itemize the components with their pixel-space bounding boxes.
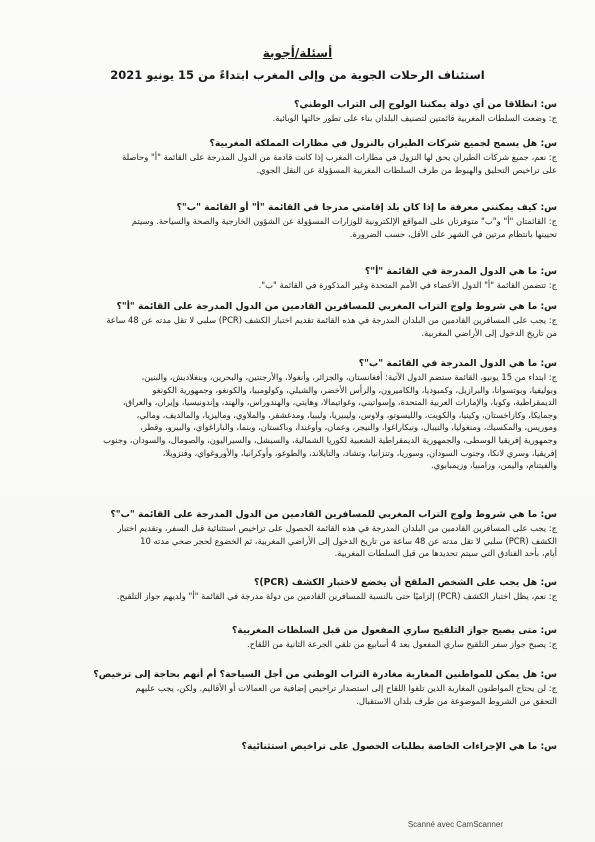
qa-item	[37, 265, 557, 292]
qa-item	[37, 137, 557, 176]
answer-line: ج: تتضمن القائمة "أ" الدول الأعضاء في الأمم المتحدة وغير المذكورة في القائمة "ب".	[258, 280, 557, 290]
answer-text	[37, 371, 557, 472]
question-text: س: انطلاقا من أي دولة يمكننا الولوج إلى التراب الوطني؟	[293, 99, 557, 110]
answer-line: تحيينها بانتظام مرتين في الشهر على الأقل، حسب الضرورة.	[349, 228, 557, 239]
qa-item	[37, 357, 557, 472]
answer-line: ج: القائمتان "أ" و"ب" متوفرتان على المواقع الإلكترونية للوزارات المسؤولة عن الشؤون الخارجية والصحة والسياحة. وسيتم	[131, 216, 557, 226]
question-text: س: ما هي الدول المدرجة في القائمة "ب"؟	[358, 358, 557, 369]
answer-line: من تاريخ الدخول إلى الأراضي المغربية.	[421, 327, 557, 338]
question-text: س: ما هي شروط ولوج التراب المغربي للمسافرين القادمين من الدول المدرجة على القائمة "ب"؟	[110, 509, 557, 520]
answer-line: وجمايكا، وكازاخستان، وكينيا، والكويت، والليسوتو، ولاوس، وليبيريا، وليبيا، ومدغشقر، والملاوي، وماليزيا، والمالديف، ومالي،	[136, 409, 557, 420]
qa-item	[37, 576, 557, 603]
answer-text	[37, 215, 557, 240]
qa-item	[37, 300, 557, 339]
answer-line: الديمقراطية، وكوبا، والإمارات العربية المتحدة، وإسواتيني، وغواتيمالا، وهايتي، والهندوراس، والهند، وإندونيسيا، وإيران، والعراق،	[122, 397, 557, 408]
document-subtitle: استئناف الرحلات الجوية من وإلى المغرب ابتداءً من 15 يونيو 2021	[110, 68, 485, 82]
answer-line: ج: نعم، يظل اختبار الكشف (PCR) إلزاميًا حتى بالنسبة للمسافرين القادمين من دولة مدرجة في القائمة "أ" ولديهم جواز التلقيح.	[116, 591, 557, 601]
question-text: س: ما هي الدول المدرجة في القائمة "أ"؟	[364, 266, 557, 277]
answer-text	[37, 590, 557, 603]
question-text: س: ما هي شروط ولوج التراب المغربي للمسافرين القادمين من الدول المدرجة على القائمة "أ"؟	[116, 301, 557, 312]
answer-line: أيام، بأحد الفنادق التي سيتم تحديدها من قبل السلطات المغربية.	[334, 548, 557, 559]
answer-text	[37, 522, 557, 560]
scanner-watermark: Scanné avec CamScanner	[407, 820, 503, 829]
answer-line: ج: يجب على المسافرين القادمين من البلدان المدرجة في هذه القائمة الحصول على تراخيص استثنائية قبل السفر، وتقديم اختبار	[117, 523, 557, 533]
answer-line: ج: نعم، جميع شركات الطيران يحق لها النزول في مطارات المغرب إذا كانت قادمة من الدول المدرجة على القائمة "أ" وحاصلة	[122, 152, 557, 162]
answer-text	[37, 682, 557, 707]
answer-line: التحقق من الشروط الموضوعة من طرف بلدان الاستقبال.	[356, 695, 557, 706]
answer-line: ج: وضعت السلطات المغربية قائمتين لتصنيف البلدان بناء على تطور حالتها الوبائية.	[272, 113, 557, 123]
answer-text	[37, 314, 557, 339]
question-text: س: هل يسمح لجميع شركات الطيران بالنزول في مطارات المملكة المغربية؟	[209, 138, 557, 149]
answer-line: وبوليفيا، وبوتسوانا، والبرازيل، وكمبوديا، والكاميرون، والرأس الأخضر، والشيلي، وكولومبيا، والكونغو، وجمهورية الكونغو	[152, 384, 557, 395]
answer-line: ج: لن يحتاج المواطنون المغاربة الذين تلقوا اللقاح إلى استصدار تراخيص إضافية من العمالات أو الأقاليم. ولكن، يجب عليهم	[135, 683, 557, 693]
answer-text	[37, 279, 557, 292]
answer-line: وجمهورية إفريقيا الوسطى، والجمهورية الديمقراطية الشعبية لكوريا الشمالية، والسيشل، والسيراليون، والصومال، والسودان، وجنوب	[103, 434, 557, 445]
answer-line: ج: يجب على المسافرين القادمين من البلدان المدرجة في هذه القائمة تقديم اختبار الكشف (PCR) سلبي لا تقل مدته عن 48 ساعة	[106, 315, 557, 325]
question-text: س: متى يصبح جواز التلقيح ساري المفعول من قبل السلطات المغربية؟	[231, 625, 557, 636]
answer-line: إفريقيا، وسري لانكا، وجنوب السودان، وسوريا، وتنزانيا، وتشاد، والتايلاند، والطوغو، وأوكرانيا، والأوروغواي، وفنزويلا،	[162, 447, 557, 458]
qa-item	[37, 98, 557, 125]
document-title: أسئلة/أجوبة	[262, 46, 333, 60]
question-text: س: هل يمكن للمواطنين المغاربة مغادرة التراب الوطني من أجل السياحة؟ أم أنهم بحاجة إلى ترخيص؟	[93, 669, 557, 680]
answer-text	[37, 638, 557, 651]
answer-line: وموريس، والمكسيك، ومنغوليا، والنيبال، ونيكاراغوا، والنيجر، وعمان، وأوغندا، وباكستان، وبنما، والباراغواي، والبيرو، وقطر،	[140, 422, 557, 433]
answer-line: ج: يصبح جواز سفر التلقيح ساري المفعول بعد 4 أسابيع من تلقي الجرعة الثانية من اللقاح.	[247, 639, 557, 649]
question-text: س: هل يجب على الشخص الملقح أن يخضع لاختبار الكشف (PCR)؟	[253, 577, 557, 588]
answer-line: ج: ابتداء من 15 يونيو، القائمة ستضم الدول الآتية: أفغانستان، والجزائر، وأنغولا، والأرجنتين، والبحرين، وبنغلاديش، والبنين،	[141, 372, 557, 382]
answer-text	[37, 151, 557, 176]
question-text: س: كيف يمكنني معرفة ما إذا كان بلد إقامتي مدرجا في القائمة "أ" أو القائمة "ب"؟	[176, 202, 557, 213]
qa-item	[37, 201, 557, 240]
qa-item	[37, 668, 557, 707]
qa-item	[37, 740, 557, 753]
question-text: س: ما هي الإجراءات الخاصة بطلبات الحصول على تراخيص استثنائية؟	[241, 741, 557, 752]
answer-line: على تراخيص التحليق والهبوط من طرف السلطات المغربية المسؤولة عن النقل الجوي.	[256, 164, 557, 175]
answer-line: والفيتنام، واليمن، وزامبيا، وزيمبابوي.	[431, 460, 557, 471]
answer-text	[37, 112, 557, 125]
answer-line: الكشف (PCR) سلبي لا تقل مدته عن 48 ساعة من تاريخ الدخول إلى الأراضي المغربية، ثم الخضوع لحجر صحي مدته 10	[140, 535, 557, 546]
qa-item	[37, 508, 557, 560]
qa-item	[37, 624, 557, 651]
